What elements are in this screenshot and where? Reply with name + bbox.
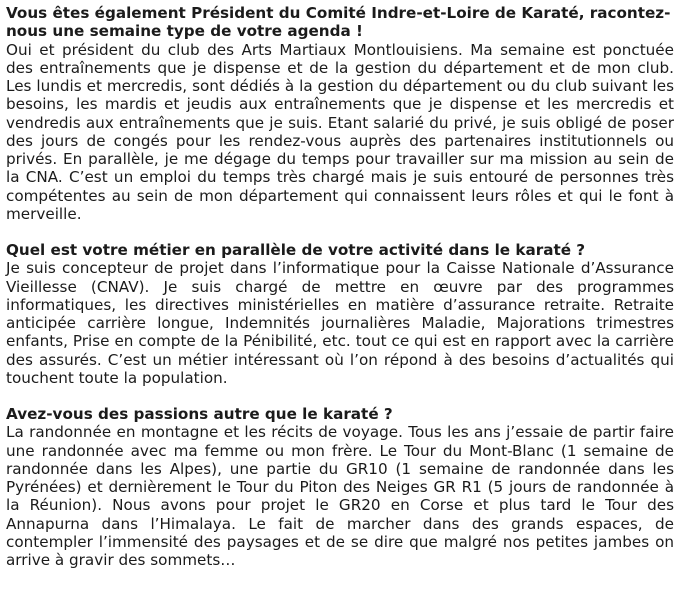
question-heading: Vous êtes également Président du Comité Indre-et-Loire de Karaté, racontez-nous une semaine type de votre agenda ! (6, 4, 671, 41)
answer-paragraph: Oui et président du club des Arts Martiaux Montlouisiens. Ma semaine est ponctuée des entraînements que je dispense et de la gestion du département et de mon club. Les lundis et mercredis, sont dédiés à la gestion du département ou du club suivant les besoins, les mardis et jeudis aux entraînements que je dispense et les mercredis et vendredis aux entraînements que je suis. Etant salarié du privé, je suis obligé de poser des jours de congés pour les rendez-vous auprès des partenaires institutionnels ou privés. En parallèle, je me dégage du temps pour travailler sur ma mission au sein de la CNA. C’est un emploi du temps très chargé mais je suis entouré de personnes très compétentes au sein de mon département qui connaissent leurs rôles et qui le font à merveille. (6, 40, 674, 223)
question-heading: Quel est votre métier en parallèle de votre activité dans le karaté ? (6, 241, 586, 259)
section-spacer (6, 387, 674, 405)
interview-section-agenda (6, 0, 674, 223)
interview-section-job (6, 241, 674, 387)
answer-paragraph: La randonnée en montagne et les récits de voyage. Tous les ans j’essaie de partir faire une randonnée avec ma femme ou mon frère. Le Tour du Mont-Blanc (1 semaine de randonnée dans les Alpes), une partie du GR10 (1 semaine de randonnée dans les Pyrénées) et dernièrement le Tour du Piton des Neiges GR R1 (5 jours de randonnée à la Réunion). Nous avons pour projet le GR20 en Corse et plus tard le Tour des Annapurna dans l’Himalaya. Le fait de marcher dans des grands espaces, de contempler l’immensité des paysages et de se dire que malgré nos petites jambes on arrive à gravir des sommets… (6, 423, 674, 569)
answer-paragraph: Je suis concepteur de projet dans l’informatique pour la Caisse Nationale d’Assurance Vieillesse (CNAV). Je suis chargé de mettre en œuvre par des programmes informatiques, les directives ministérielles en matière d’assurance retraite. Retraite anticipée carrière longue, Indemnités journalières Maladie, Majorations trimestres enfants, Prise en compte de la Pénibilité, etc. tout ce qui est en rapport avec la carrière des assurés. C’est un métier intéressant où l’on répond à des besoins d’actualités qui touchent toute la population. (6, 259, 674, 387)
section-spacer (6, 223, 674, 241)
interview-section-passions (6, 405, 674, 569)
question-heading: Avez-vous des passions autre que le karaté ? (6, 405, 393, 423)
